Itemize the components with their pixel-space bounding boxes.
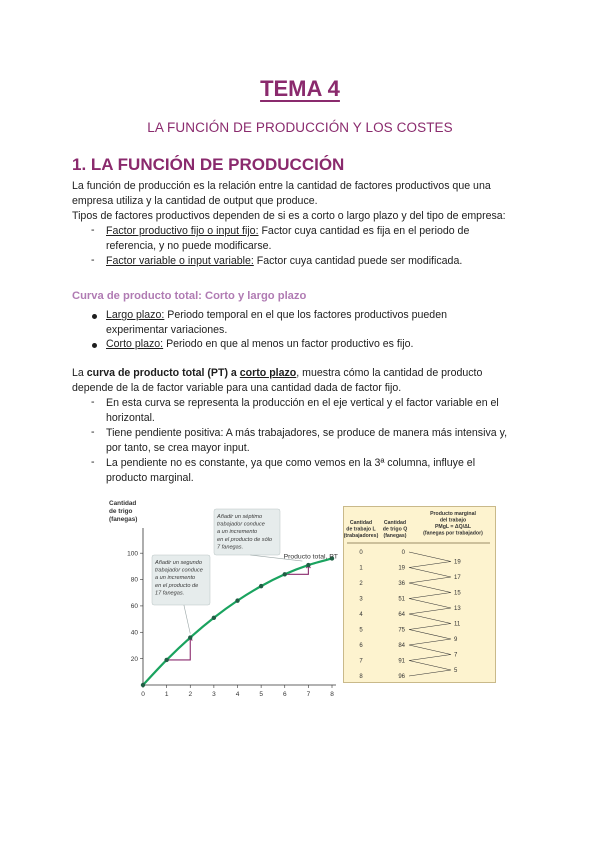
annotation-text: Añadir un séptimo: [217, 514, 263, 520]
table-cell-Q: 84: [398, 643, 405, 649]
pt-bold-underlined: corto plazo: [239, 367, 297, 379]
data-point: [164, 658, 168, 662]
x-tick-label: 6: [282, 691, 287, 698]
term-short: Corto plazo:: [106, 338, 164, 350]
x-tick-label: 3: [212, 691, 216, 698]
pt-dash-1-cont: horizontal.: [106, 412, 155, 424]
pt-rest: , muestra cómo la cantidad de producto: [296, 367, 483, 379]
desc-long: Periodo temporal en el que los factores productivos pueden: [164, 309, 447, 321]
table-header-cell: (fanegas): [383, 533, 407, 539]
desc-short: Periodo en que al menos un factor productivo es fijo.: [163, 338, 414, 350]
table-header-cell: Producto marginal: [430, 511, 476, 517]
desc-variable: Factor cuya cantidad puede ser modificada.: [253, 255, 463, 267]
x-tick-label: 0: [141, 691, 145, 698]
bullet-dot: [92, 343, 97, 348]
term-long: Largo plazo:: [106, 309, 165, 321]
pt-dash-3-cont: producto marginal.: [106, 472, 194, 484]
term-fixed: Factor productivo fijo o input fijo:: [106, 225, 259, 237]
table-cell-Q: 75: [398, 627, 405, 634]
x-tick-label: 1: [164, 691, 169, 698]
marginal-product-table-content: [343, 506, 495, 682]
chart-annotations: [152, 509, 302, 634]
data-point: [141, 683, 145, 687]
subsection-heading: Curva de producto total: Corto y largo plazo: [72, 290, 307, 302]
table-header-cell: Cantidad: [349, 520, 373, 526]
table-header-cell: del trabajo: [439, 517, 467, 524]
annotation-text: trabajador conduce: [217, 521, 265, 528]
table-cell-PMg: 9: [454, 637, 458, 643]
table-cell-Q: 64: [398, 612, 405, 618]
annotation-text: a un incremento: [155, 575, 196, 582]
data-point: [283, 572, 287, 576]
bullet-short-term: [106, 337, 413, 352]
dash-marker: -: [91, 224, 95, 236]
table-zigzag: [409, 552, 451, 676]
table-cell-PMg: 5: [454, 668, 458, 674]
dash-marker: -: [91, 456, 95, 468]
table-cell-L: 1: [359, 565, 363, 572]
pt-word: La: [72, 367, 87, 379]
data-point: [235, 598, 239, 602]
table-cell-PMg: 7: [454, 652, 458, 659]
y-tick-label: 40: [130, 629, 138, 637]
pt-dash-3: La pendiente no es constante, ya que como vemos en la 3ª columna, influye el: [106, 457, 476, 469]
x-tick-label: 7: [306, 691, 311, 698]
table-cell-L: 0: [359, 550, 363, 556]
page-title: TEMA 4: [260, 76, 340, 101]
dash-marker: -: [91, 254, 95, 266]
table-cell-Q: 51: [398, 596, 405, 603]
table-header-cell: PMgL = ΔQ/ΔL: [434, 524, 472, 530]
dash-marker: -: [91, 426, 95, 438]
pt-bold: curva de producto total (PT) a: [86, 367, 240, 379]
table-header-cell: (fanegas por trabajador): [423, 530, 483, 537]
table-cell-Q: 19: [398, 565, 405, 572]
table-cell-Q: 91: [398, 658, 405, 665]
desc-fixed: Factor cuya cantidad es fija en el periodo de: [258, 225, 470, 237]
table-cell-Q: 36: [398, 581, 405, 587]
table-cell-Q: 96: [398, 674, 405, 680]
desc-fixed-cont: referencia, y no puede modificarse.: [106, 240, 272, 252]
pt-dash-2-cont: por tanto, se crea mayor input.: [106, 442, 250, 454]
data-point: [188, 635, 192, 639]
intro-line-2: empresa utiliza y la cantidad de output que produce.: [72, 195, 318, 207]
pt-paragraph-line-1: [72, 366, 529, 381]
annotation-leader: [184, 605, 190, 634]
annotation-text: 17 fanegas.: [155, 590, 185, 597]
annotation-text: 7 fanegas.: [217, 544, 244, 551]
annotation-text: trabajador conduce: [155, 567, 203, 574]
table-cell-PMg: 19: [454, 559, 461, 566]
data-point: [259, 584, 263, 588]
term-variable: Factor variable o input variable:: [106, 255, 254, 267]
table-header-cell: Cantidad: [383, 520, 407, 526]
table-cell-L: 4: [359, 612, 363, 618]
table-cell-PMg: 13: [454, 606, 461, 612]
desc-long-cont: experimentar variaciones.: [106, 324, 228, 336]
pt-paragraph-line-2: depende de la de factor variable para una cantidad dada de factor fijo.: [72, 382, 402, 394]
table-cell-Q: 0: [401, 550, 405, 556]
chart-ylabel-2: de trigo: [109, 508, 133, 515]
annotation-text: en el producto de: [155, 582, 199, 589]
x-tick-label: 4: [235, 691, 240, 698]
annotation-text: a un incremento: [217, 529, 258, 536]
table-cell-PMg: 11: [454, 621, 461, 628]
table-cell-PMg: 17: [454, 575, 461, 581]
pt-dash-1: En esta curva se representa la producción en el eje vertical y el factor variable en el: [106, 397, 499, 409]
y-tick-label: 80: [130, 576, 138, 584]
table-cell-L: 8: [359, 674, 363, 680]
curve-label: Producto total, PT: [283, 553, 338, 561]
x-tick-label: 5: [259, 691, 263, 698]
x-tick-label: 2: [188, 691, 193, 698]
chart-ylabel-1: Cantidad: [109, 500, 137, 507]
table-cell-L: 6: [359, 643, 363, 649]
data-point: [212, 616, 216, 620]
list-item-variable-factor: [106, 254, 462, 269]
bullet-long-term: [106, 308, 529, 323]
page-subtitle: LA FUNCIÓN DE PRODUCCIÓN Y LOS COSTES: [147, 120, 453, 135]
table-header-cell: de trabajo L: [346, 526, 376, 533]
intro-line-1: La función de producción es la relación entre la cantidad de factores productivos que una: [72, 180, 491, 192]
table-header-cell: de trigo Q: [382, 526, 408, 533]
list-item-fixed-factor: [106, 224, 529, 239]
y-tick-label: 60: [130, 603, 138, 611]
annotation-text: Añadir un segundo: [155, 560, 202, 566]
table-header-cell: (trabajadores): [343, 533, 379, 539]
types-line: Tipos de factores productivos dependen de si es a corto o largo plazo y del tipo de empresa:: [72, 210, 506, 222]
table-cell-L: 5: [359, 627, 363, 634]
section-heading: 1. LA FUNCIÓN DE PRODUCCIÓN: [72, 155, 345, 174]
production-chart: [105, 493, 345, 705]
chart-ylabel-3: (fanegas): [109, 516, 138, 523]
table-cell-L: 3: [359, 596, 363, 603]
annotation-text: en el producto de sólo: [217, 536, 273, 543]
bullet-dot: [92, 314, 97, 319]
data-point: [306, 563, 310, 567]
dash-marker: -: [91, 396, 95, 408]
table-cell-L: 7: [359, 658, 363, 665]
table-cell-L: 2: [359, 581, 363, 587]
table-cell-PMg: 15: [454, 590, 461, 597]
pt-dash-2: Tiene pendiente positiva: A más trabajadores, se produce de manera más intensiva y,: [106, 427, 508, 439]
table-header: [344, 511, 483, 539]
y-tick-label: 20: [130, 655, 138, 663]
x-tick-label: 8: [330, 691, 334, 698]
y-tick-label: 100: [127, 550, 138, 558]
